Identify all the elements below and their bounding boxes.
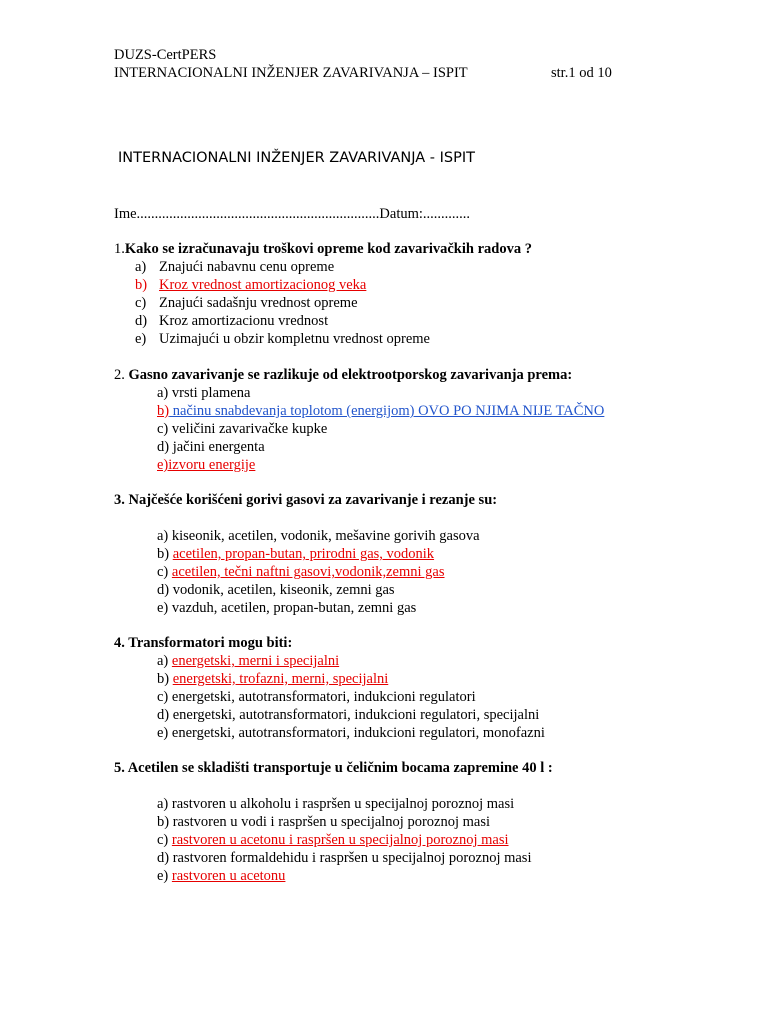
question-1-text: Kako se izračunavaju troškovi opreme kod zavarivačkih radova ? (124, 241, 532, 257)
answer-text: Uzimajući u obzir kompletnu vrednost opreme (159, 331, 430, 347)
answer-4a (157, 652, 339, 670)
answer-3a: a) kiseonik, acetilen, vodonik, mešavine gorivih gasova (157, 528, 480, 544)
answer-text: acetilen, tečni naftni gasovi,vodonik,zemni gas (171, 564, 445, 580)
answer-2d: d) jačini energenta (157, 439, 265, 455)
answer-text: Kroz vrednost amortizacionog veka (159, 277, 367, 293)
answer-4e: e) energetski, autotransformatori, indukcioni regulatori, monofazni (157, 725, 545, 741)
answer-text: rastvoren u acetonu (171, 868, 286, 884)
answer-2e: e)izvoru energije (157, 457, 256, 473)
document-title: INTERNACIONALNI INŽENJER ZAVARIVANJA - ISPIT (118, 150, 475, 166)
answer-2b (157, 402, 604, 420)
answer-marker: b) (157, 403, 170, 419)
answer-text: načinu snabdevanja toplotom (energijom) OVO PO NJIMA NIJE TAČNO (169, 403, 605, 419)
name-date-line: Ime...................................................................Datum:............. (114, 206, 471, 222)
answer-text: Znajući nabavnu cenu opreme (159, 259, 335, 275)
answer-marker: a) (157, 653, 172, 669)
answer-marker: b) (135, 277, 148, 293)
answer-text: energetski, merni i specijalni (171, 653, 340, 669)
question-2-text: Gasno zavarivanje se razlikuje od elektrootporskog zavarivanja prema: (128, 367, 573, 383)
answer-3b (157, 545, 434, 563)
answer-text: rastvoren u acetonu i raspršen u specijalnoj poroznoj masi (171, 832, 509, 848)
answer-3e: e) vazduh, acetilen, propan-butan, zemni gas (157, 600, 417, 616)
question-2 (114, 366, 572, 384)
question-4: 4. Transformatori mogu biti: (114, 635, 293, 651)
answer-3d: d) vodonik, acetilen, kiseonik, zemni gas (157, 582, 395, 598)
answer-2a: a) vrsti plamena (157, 385, 251, 401)
question-2-number: 2. (114, 367, 129, 383)
answer-marker: c) (135, 295, 147, 311)
answer-marker: b) (157, 671, 173, 687)
answer-marker: e) (135, 331, 147, 347)
answer-marker: d) (135, 313, 148, 329)
answer-4c: c) energetski, autotransformatori, indukcioni regulatori (157, 689, 476, 705)
answer-4b (157, 670, 388, 688)
answer-5a: a) rastvoren u alkoholu i raspršen u specijalnoj poroznoj masi (157, 796, 515, 812)
answer-marker: e) (157, 868, 172, 884)
answer-text: Znajući sadašnju vrednost opreme (159, 295, 358, 311)
header-line-2: INTERNACIONALNI INŽENJER ZAVARIVANJA – ISPIT (114, 65, 468, 81)
answer-4d: d) energetski, autotransformatori, indukcioni regulatori, specijalni (157, 707, 540, 723)
question-1-number: 1. (114, 241, 125, 257)
question-5: 5. Acetilen se skladišti transportuje u čeličnim bocama zapremine 40 l : (114, 760, 553, 776)
answer-5d: d) rastvoren formaldehidu i raspršen u specijalnoj poroznoj masi (157, 850, 532, 866)
answer-3c (157, 563, 445, 581)
answer-5e (157, 867, 285, 885)
answer-text: Kroz amortizacionu vrednost (159, 313, 329, 329)
answer-marker: c) (157, 832, 172, 848)
answer-text: acetilen, propan-butan, prirodni gas, vodonik (172, 546, 435, 562)
answer-2c: c) veličini zavarivačke kupke (157, 421, 328, 437)
answer-text: energetski, trofazni, merni, specijalni (172, 671, 389, 687)
answer-5c (157, 831, 509, 849)
answer-marker: b) (157, 546, 173, 562)
answer-marker: c) (157, 564, 172, 580)
question-1 (114, 240, 532, 258)
question-3: 3. Najčešće korišćeni gorivi gasovi za zavarivanje i rezanje su: (114, 492, 498, 508)
header-line-1: DUZS-CertPERS (114, 47, 217, 63)
page-number: str.1 od 10 (551, 65, 612, 81)
answer-5b: b) rastvoren u vodi i raspršen u specijalnoj poroznoj masi (157, 814, 491, 830)
answer-marker: a) (135, 259, 147, 275)
